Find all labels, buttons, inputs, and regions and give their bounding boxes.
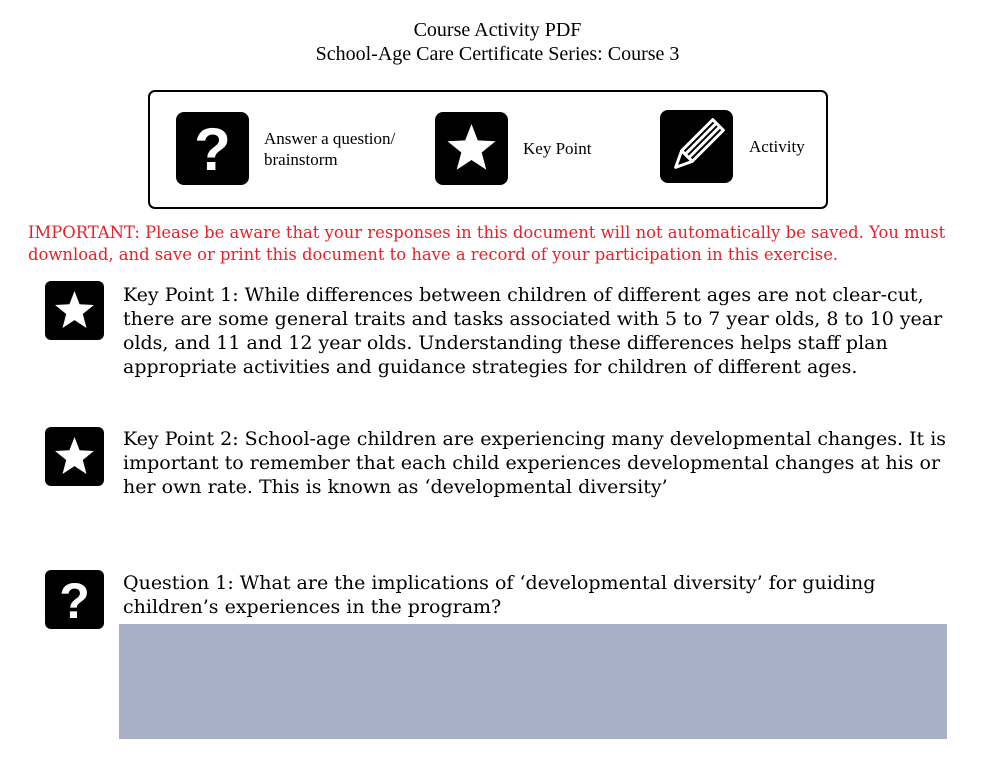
star-icon [45, 281, 104, 340]
key-point-1-text: Key Point 1: While differences between children of different ages are not clear-cut, there are some general traits and tasks associated with 5 to 7 year olds, 8 to 10 year olds, and 11 and 12 year olds. Understanding these differences helps staff plan appropriate activities and guidance strategies for children of different ages. [123, 284, 943, 378]
key-point-2-text: Key Point 2: School-age children are experiencing many developmental changes. It is important to remember that each child experiences developmental changes at his or her own rate. This is known as ‘developmental diversity’ [123, 428, 947, 498]
question-mark-icon [176, 112, 249, 185]
document-header [0, 18, 995, 66]
legend-activity-label: Activity [749, 137, 805, 156]
answer-text-field[interactable] [119, 624, 947, 739]
important-notice: IMPORTANT: Please be aware that your responses in this document will not automatically be saved. You must download, and save or print this document to have a record of your participation in this exercise. [28, 223, 946, 264]
legend-keypoint-label: Key Point [523, 139, 592, 158]
star-icon [435, 112, 508, 185]
document-subtitle: School-Age Care Certificate Series: Course 3 [315, 43, 680, 65]
question-1-text: Question 1: What are the implications of ‘developmental diversity’ for guiding children’s experiences in the program? [123, 572, 876, 618]
question-mark-icon [45, 570, 104, 629]
pencil-icon [660, 110, 733, 183]
star-icon [45, 427, 104, 486]
svg-text:?: ? [194, 116, 231, 183]
svg-text:?: ? [59, 573, 90, 629]
document-title: Course Activity PDF [413, 19, 582, 41]
legend-question-label: Answer a question/ brainstorm [264, 129, 396, 169]
